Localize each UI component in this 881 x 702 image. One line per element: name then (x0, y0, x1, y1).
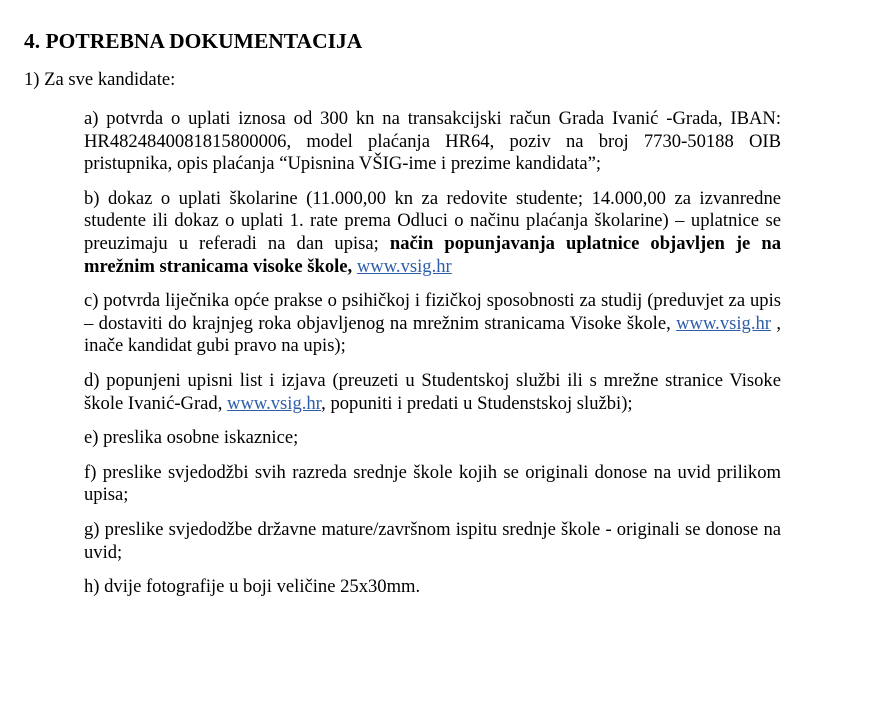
item-h-text: h) dvije fotografije u boji veličine 25x30mm. (84, 576, 421, 598)
vsig-link[interactable]: www.vsig.hr (227, 392, 322, 414)
list-item-e (84, 427, 781, 450)
list-item-h (84, 576, 781, 599)
item-f-text: f) preslike svjedodžbi svih razreda srednje škole kojih se originali donose na uvid prilikom upisa; (84, 461, 781, 506)
item-a-text: a) potvrda o uplati iznosa od 300 kn na transakcijski račun Grada Ivanić -Grada, IBAN: HR4824840081815800006, model plaćanja HR64, poziv na broj 7730-50188 OIB pristupnika, opis plaćanja “Upisnina VŠIG-ime i prezime kandidata”; (84, 108, 781, 175)
document-list (84, 108, 781, 611)
item-c-text: c) potvrda liječnika opće prakse o psihičkoj i fizičkoj sposobnosti za studij (preduvjet za upis – dostaviti do krajnjeg roka objavljenog na mrežnim stranicama Visoke škole, (84, 290, 781, 334)
item-b-text: b) dokaz o uplati školarine (11.000,00 kn za redovite studente; 14.000,00 za izvanredne studente ili dokaz o uplati 1. rate prema Odluci o načinu plaćanja školarine) – uplatnice se preuzimaju u referadi na dan upisa; (84, 187, 781, 254)
item-d-after: , popuniti i predati u Studenstskoj službi); (321, 392, 633, 414)
vsig-link[interactable]: www.vsig.hr (356, 255, 452, 277)
list-item-c (84, 290, 781, 358)
item-d-text: d) popunjeni upisni list i izjava (preuzeti u Studentskoj službi ili s mrežne stranice Visoke škole Ivanić-Grad, (84, 369, 781, 414)
section-heading: 4. POTREBNA DOKUMENTACIJA (24, 29, 363, 53)
intro-text: 1) Za sve kandidate: (24, 69, 176, 90)
vsig-link[interactable]: www.vsig.hr (676, 312, 771, 334)
list-item-b (84, 188, 781, 278)
list-item-a (84, 108, 781, 176)
item-e-text: e) preslika osobne iskaznice; (84, 427, 299, 449)
item-c-after: , inače kandidat gubi pravo na upis); (84, 312, 781, 357)
list-item-g (84, 519, 781, 564)
item-b-bold-text: način popunjavanja uplatnice objavljen je na mrežnim stranicama visoke škole, (84, 232, 781, 277)
list-item-d (84, 370, 781, 415)
list-item-f (84, 462, 781, 507)
item-g-text: g) preslike svjedodžbe državne mature/završnom ispitu srednje škole - originali se donose na uvid; (84, 518, 781, 563)
